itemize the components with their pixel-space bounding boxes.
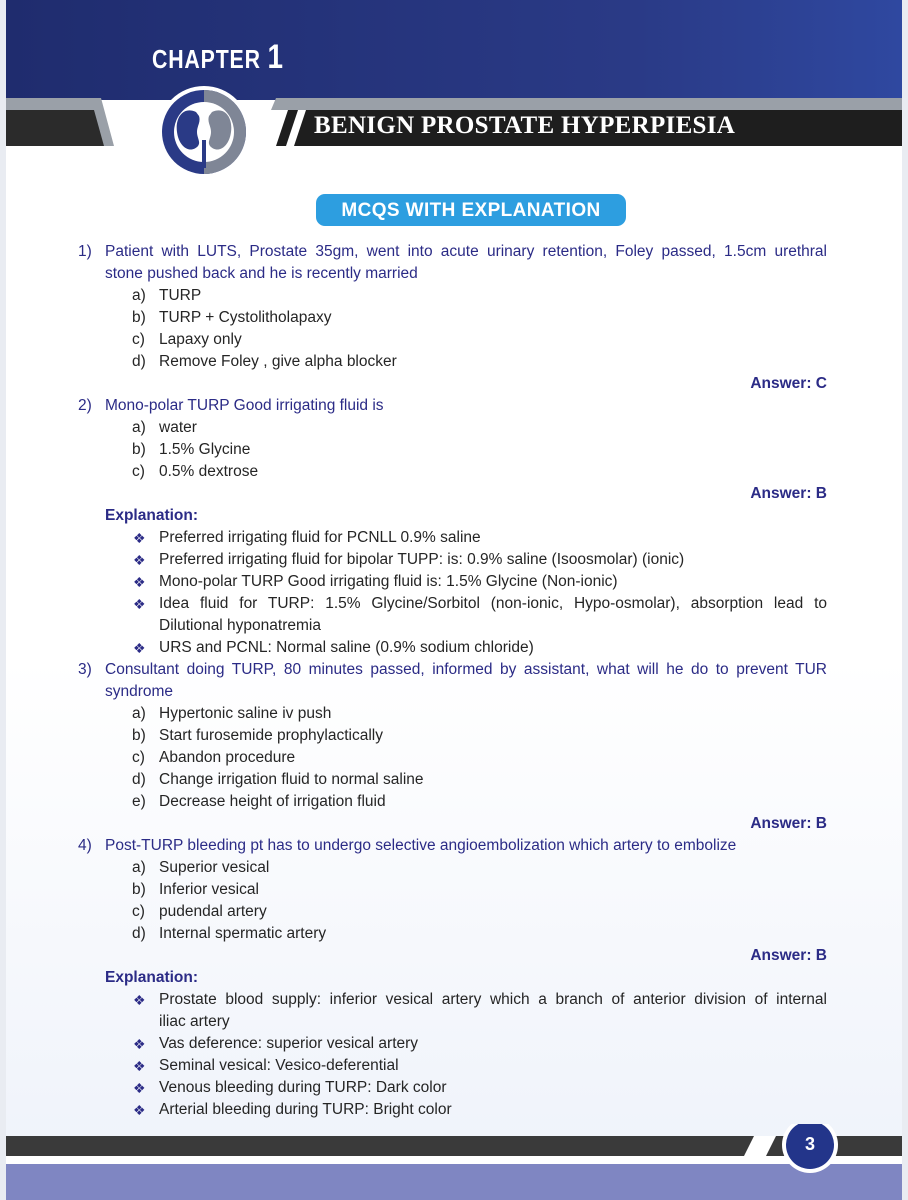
explanation-heading — [6, 505, 902, 527]
option-letter: e) — [132, 793, 146, 810]
answer-label: Answer: B — [750, 947, 827, 964]
option-item — [6, 791, 902, 813]
option-text: pudendal artery — [159, 903, 267, 920]
bullet-icon: ❖ — [133, 530, 146, 546]
option-text: TURP — [159, 287, 202, 304]
chapter-title: BENIGN PROSTATE HYPERPIESIA — [314, 112, 736, 139]
answer-row — [6, 373, 902, 395]
explanation-text: Arterial bleeding during TURP: Bright color — [159, 1101, 452, 1118]
bullet-icon: ❖ — [133, 574, 146, 590]
explanation-bullet — [6, 1033, 902, 1055]
question-number: 2) — [78, 397, 92, 414]
section-badge: MCQS WITH EXPLANATION — [316, 194, 626, 226]
document-page — [6, 0, 902, 1200]
option-item — [6, 285, 902, 307]
question-line — [6, 659, 902, 681]
explanation-bullet — [6, 637, 902, 659]
bullet-icon: ❖ — [133, 552, 146, 568]
explanation-bullet — [6, 1099, 902, 1121]
explanation-text: Mono-polar TURP Good irrigating fluid is: 1.5% Glycine (Non-ionic) — [159, 573, 618, 590]
explanation-bullet — [6, 571, 902, 593]
option-text: Internal spermatic artery — [159, 925, 327, 942]
option-letter: a) — [132, 287, 146, 304]
question-text: Patient with LUTS, Prostate 35gm, went into acute urinary retention, Foley passed, 1.5cm urethral — [105, 243, 827, 260]
explanation-label: Explanation: — [105, 507, 199, 524]
answer-label: Answer: C — [750, 375, 827, 392]
explanation-text: Preferred irrigating fluid for PCNLL 0.9% saline — [159, 529, 481, 546]
bullet-icon: ❖ — [133, 992, 146, 1008]
footer-band — [6, 1124, 902, 1200]
question-text: Consultant doing TURP, 80 minutes passed, informed by assistant, what will he do to prevent TUR — [105, 661, 827, 678]
page-number: 3 — [804, 1134, 815, 1154]
option-item — [6, 461, 902, 483]
answer-label: Answer: B — [750, 815, 827, 832]
explanation-bullet — [6, 527, 902, 549]
bullet-icon: ❖ — [133, 640, 146, 656]
option-letter: d) — [132, 353, 146, 370]
answer-row — [6, 945, 902, 967]
bullet-icon: ❖ — [133, 1102, 146, 1118]
option-text: Superior vesical — [159, 859, 270, 876]
option-text: Change irrigation fluid to normal saline — [159, 771, 424, 788]
question-number: 3) — [78, 661, 92, 678]
kidneys-icon — [153, 86, 263, 184]
explanation-bullet — [6, 1077, 902, 1099]
option-text: Decrease height of irrigation fluid — [159, 793, 386, 810]
explanation-text: Preferred irrigating fluid for bipolar TUPP: is: 0.9% saline (Isoosmolar) (ionic) — [159, 551, 685, 568]
explanation-text: Venous bleeding during TURP: Dark color — [159, 1079, 447, 1096]
explanation-text: URS and PCNL: Normal saline (0.9% sodium chloride) — [159, 639, 534, 656]
bullet-icon: ❖ — [133, 596, 146, 612]
option-item — [6, 417, 902, 439]
option-item — [6, 901, 902, 923]
option-text: 0.5% dextrose — [159, 463, 259, 480]
option-item — [6, 923, 902, 945]
answer-row — [6, 483, 902, 505]
option-text: TURP + Cystolitholapaxy — [159, 309, 332, 326]
explanation-bullet — [6, 593, 902, 615]
question-text: syndrome — [105, 683, 174, 700]
chapter-number: 1 — [267, 38, 284, 76]
option-letter: b) — [132, 441, 146, 458]
option-item — [6, 725, 902, 747]
option-letter: b) — [132, 727, 146, 744]
explanation-heading — [6, 967, 902, 989]
explanation-text: Prostate blood supply: inferior vesical artery which a branch of anterior division of internal — [159, 991, 827, 1008]
explanation-bullet — [6, 1011, 902, 1033]
explanation-label: Explanation: — [105, 969, 199, 986]
option-letter: c) — [132, 903, 145, 920]
option-letter: d) — [132, 925, 146, 942]
questions-list — [6, 241, 902, 1121]
option-item — [6, 439, 902, 461]
option-text: Abandon procedure — [159, 749, 296, 766]
option-item — [6, 769, 902, 791]
question-number: 4) — [78, 837, 92, 854]
option-letter: c) — [132, 331, 145, 348]
question-line — [6, 681, 902, 703]
option-text: Lapaxy only — [159, 331, 242, 348]
question-line — [6, 835, 902, 857]
option-text: Inferior vesical — [159, 881, 259, 898]
option-text: Hypertonic saline iv push — [159, 705, 332, 722]
option-item — [6, 879, 902, 901]
question-number: 1) — [78, 243, 92, 260]
option-item — [6, 351, 902, 373]
explanation-text: iliac artery — [159, 1013, 230, 1030]
bullet-icon: ❖ — [133, 1058, 146, 1074]
option-letter: d) — [132, 771, 146, 788]
option-letter: a) — [132, 705, 146, 722]
option-letter: b) — [132, 881, 146, 898]
question-text: Mono-polar TURP Good irrigating fluid is — [105, 397, 384, 414]
option-item — [6, 307, 902, 329]
answer-label: Answer: B — [750, 485, 827, 502]
explanation-bullet — [6, 1055, 902, 1077]
bullet-icon: ❖ — [133, 1036, 146, 1052]
question-line — [6, 241, 902, 263]
option-item — [6, 329, 902, 351]
header-band — [6, 0, 902, 100]
option-letter: a) — [132, 419, 146, 436]
explanation-text: Vas deference: superior vesical artery — [159, 1035, 419, 1052]
explanation-bullet — [6, 989, 902, 1011]
explanation-text: Seminal vesical: Vesico-deferential — [159, 1057, 399, 1074]
question-line — [6, 395, 902, 417]
explanation-bullet — [6, 549, 902, 571]
chapter-label — [152, 38, 284, 77]
question-text: Post-TURP bleeding pt has to undergo selective angioembolization which artery to embolize — [105, 837, 737, 854]
option-item — [6, 857, 902, 879]
option-letter: c) — [132, 463, 145, 480]
page-edge-right — [902, 0, 908, 1200]
question-text: stone pushed back and he is recently married — [105, 265, 418, 282]
bullet-icon: ❖ — [133, 1080, 146, 1096]
explanation-bullet — [6, 615, 902, 637]
chapter-word: CHAPTER — [152, 44, 261, 74]
explanation-text: Dilutional hyponatremia — [159, 617, 321, 634]
option-letter: a) — [132, 859, 146, 876]
option-letter: c) — [132, 749, 145, 766]
question-line — [6, 263, 902, 285]
option-letter: b) — [132, 309, 146, 326]
option-text: Remove Foley , give alpha blocker — [159, 353, 397, 370]
option-item — [6, 703, 902, 725]
option-item — [6, 747, 902, 769]
explanation-text: Idea fluid for TURP: 1.5% Glycine/Sorbitol (non-ionic, Hypo-osmolar), absorption lead to — [159, 595, 827, 612]
answer-row — [6, 813, 902, 835]
option-text: Start furosemide prophylactically — [159, 727, 383, 744]
option-text: water — [159, 419, 197, 436]
option-text: 1.5% Glycine — [159, 441, 251, 458]
